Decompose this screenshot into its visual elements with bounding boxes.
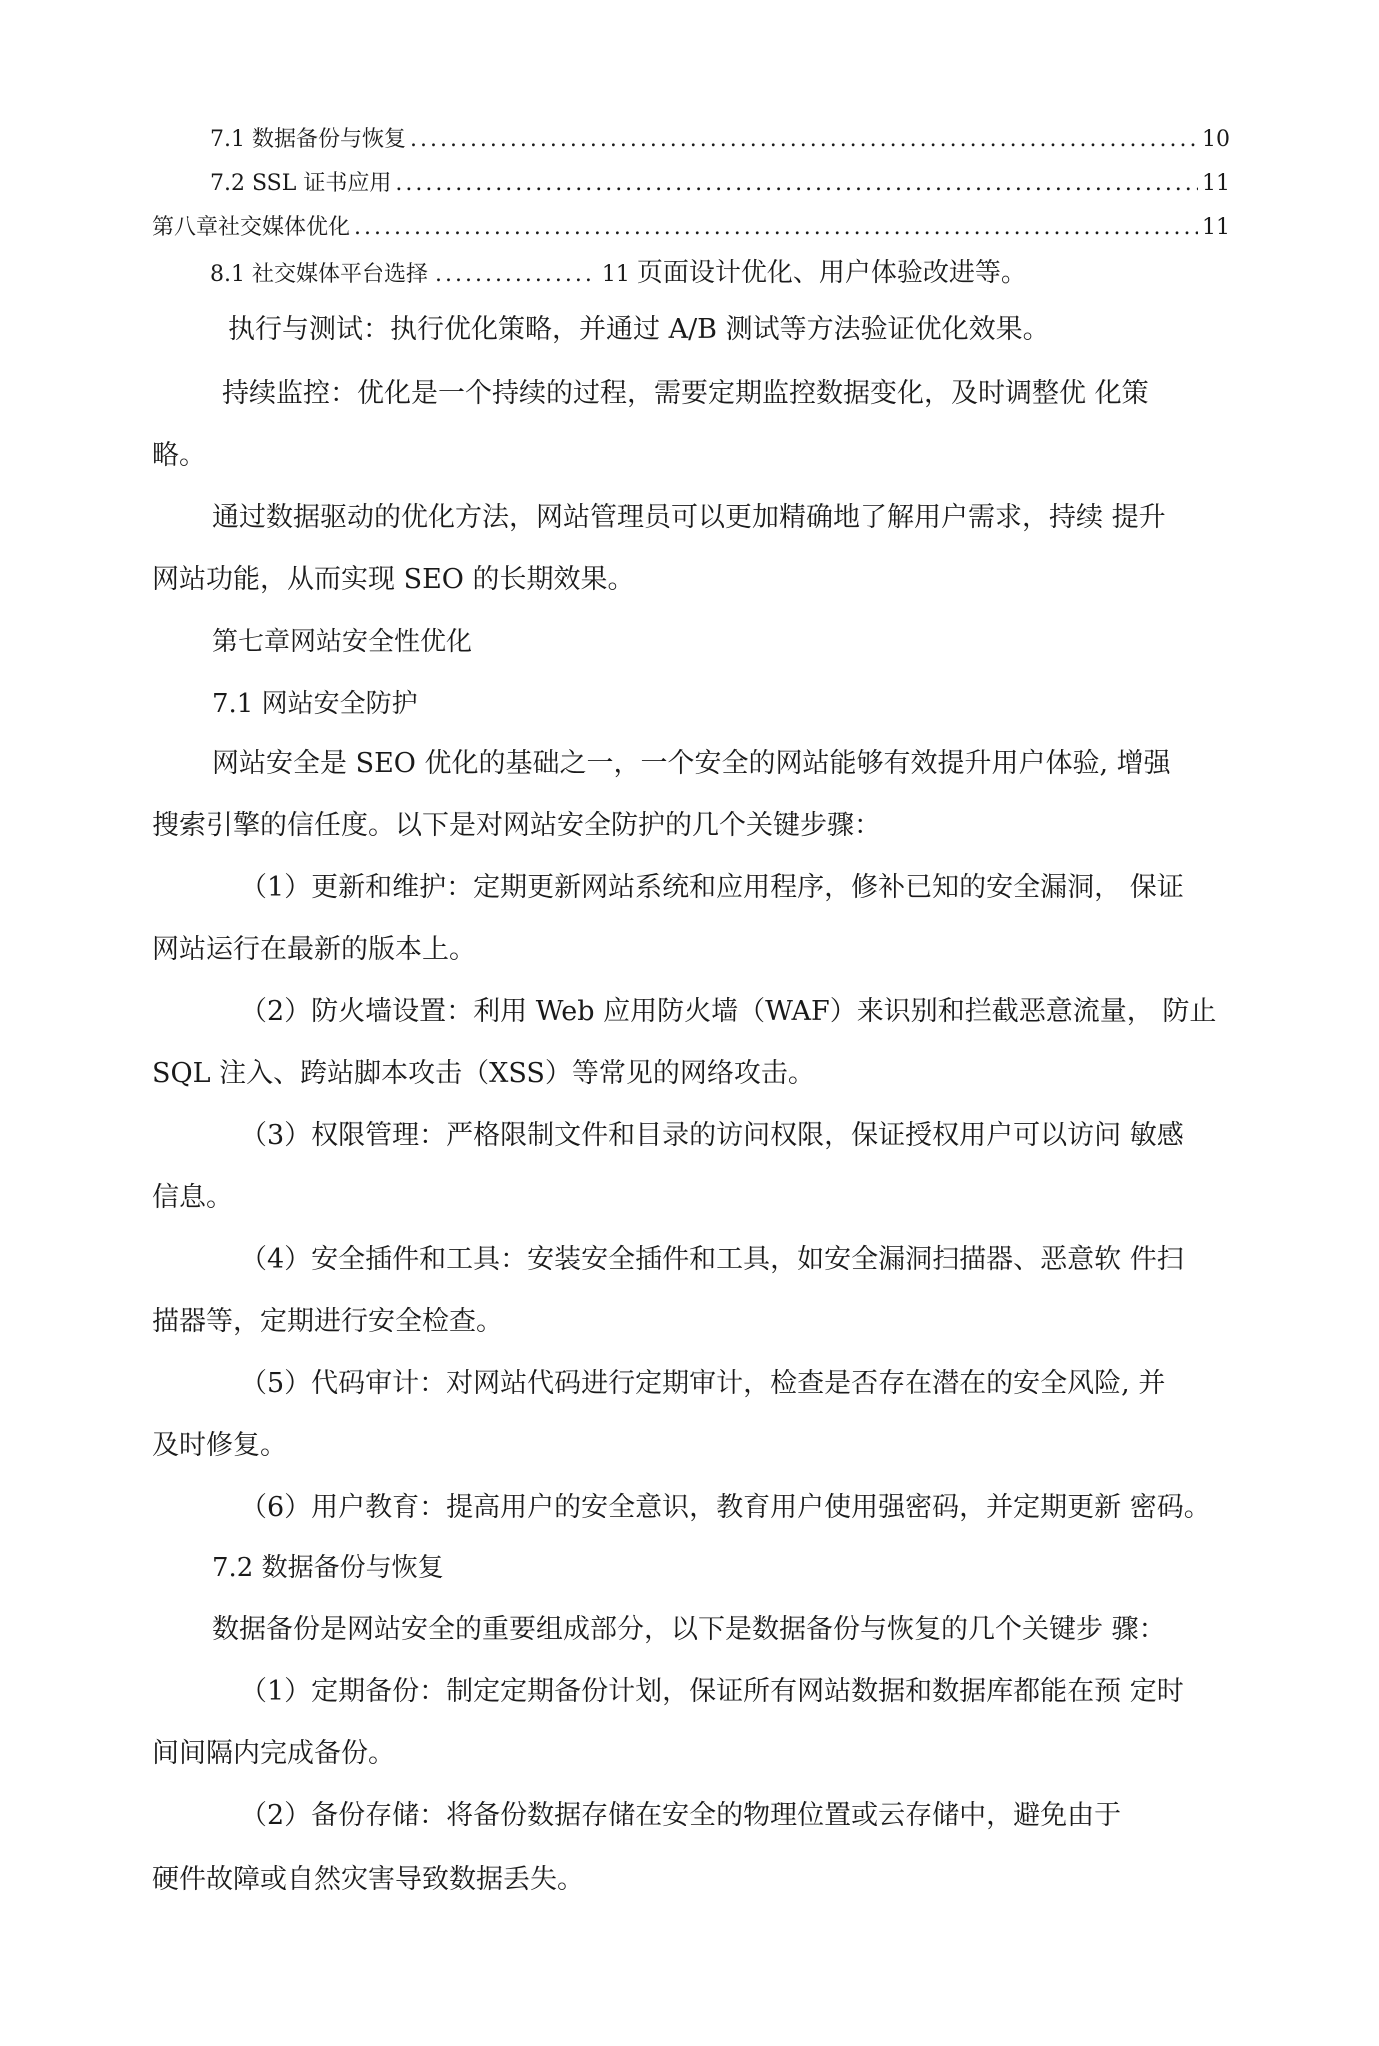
paragraph-monitor-cont: 略。 bbox=[152, 440, 206, 471]
chapter-7-title: 第七章网站安全性优化 bbox=[212, 627, 473, 657]
toc-leader-dots: ................ bbox=[434, 262, 595, 287]
toc-entry[interactable] bbox=[210, 169, 1230, 199]
list-item-2: （2）防火墙设置：利用 Web 应用防火墙（WAF）来识别和拦截恶意流量， 防止 bbox=[240, 996, 1217, 1027]
backup-item-2: （2）备份存储：将备份数据存储在安全的物理位置或云存储中，避免由于 bbox=[240, 1800, 1122, 1831]
backup-item-2-cont: 硬件故障或自然灾害导致数据丢失。 bbox=[152, 1864, 584, 1895]
toc-entry[interactable] bbox=[210, 125, 1230, 155]
toc-leader-dots bbox=[410, 125, 1198, 155]
toc-entry[interactable] bbox=[152, 213, 1230, 243]
paragraph-monitor: 持续监控：优化是一个持续的过程，需要定期监控数据变化，及时调整优 化策 bbox=[222, 378, 1149, 409]
toc-page-number: 11 bbox=[601, 262, 630, 287]
section-7-1-title: 7.1 网站安全防护 bbox=[212, 689, 418, 719]
list-item-1-cont: 网站运行在最新的版本上。 bbox=[152, 934, 476, 965]
toc-leader-dots bbox=[354, 213, 1198, 243]
paragraph-data-driven: 通过数据驱动的优化方法，网站管理员可以更加精确地了解用户需求，持续 提升 bbox=[212, 502, 1166, 533]
toc-entry[interactable] bbox=[210, 258, 1027, 290]
toc-page-number: 10 bbox=[1202, 127, 1230, 152]
paragraph-7-1-intro-cont: 搜索引擎的信任度。以下是对网站安全防护的几个关键步骤： bbox=[152, 810, 881, 841]
paragraph-7-2-intro: 数据备份是网站安全的重要组成部分，以下是数据备份与恢复的几个关键步 骤： bbox=[212, 1614, 1166, 1645]
paragraph-exec-test: 执行与测试：执行优化策略，并通过 A/B 测试等方法验证优化效果。 bbox=[228, 314, 1050, 345]
list-item-4: （4）安全插件和工具：安装安全插件和工具，如安全漏洞扫描器、恶意软 件扫 bbox=[240, 1244, 1184, 1275]
toc-leader-dots bbox=[395, 169, 1198, 199]
paragraph-data-driven-cont: 网站功能，从而实现 SEO 的长期效果。 bbox=[152, 564, 635, 595]
backup-item-1: （1）定期备份：制定定期备份计划，保证所有网站数据和数据库都能在预 定时 bbox=[240, 1676, 1184, 1707]
toc-trailing-text: 页面设计优化、用户体验改进等。 bbox=[636, 258, 1027, 288]
toc-entry-label: 8.1 社交媒体平台选择 bbox=[210, 262, 428, 287]
toc-page-number: 11 bbox=[1202, 215, 1230, 240]
toc-page-number: 11 bbox=[1202, 171, 1230, 196]
list-item-5: （5）代码审计：对网站代码进行定期审计，检查是否存在潜在的安全风险, 并 bbox=[240, 1368, 1166, 1399]
list-item-2-cont: SQL 注入、跨站脚本攻击（XSS）等常见的网络攻击。 bbox=[152, 1058, 815, 1089]
toc-entry-label: 第八章社交媒体优化 bbox=[152, 215, 351, 240]
list-item-6: （6）用户教育：提高用户的安全意识，教育用户使用强密码，并定期更新 密码。 bbox=[240, 1492, 1211, 1523]
list-item-4-cont: 描器等，定期进行安全检查。 bbox=[152, 1306, 503, 1337]
paragraph-7-1-intro: 网站安全是 SEO 优化的基础之一，一个安全的网站能够有效提升用户体验, 增强 bbox=[212, 748, 1171, 779]
backup-item-1-cont: 间间隔内完成备份。 bbox=[152, 1738, 395, 1769]
list-item-1: （1）更新和维护：定期更新网站系统和应用程序，修补已知的安全漏洞， 保证 bbox=[240, 872, 1184, 903]
list-item-3: （3）权限管理：严格限制文件和目录的访问权限，保证授权用户可以访问 敏感 bbox=[240, 1120, 1184, 1151]
list-item-5-cont: 及时修复。 bbox=[152, 1430, 287, 1461]
toc-entry-label: 7.2 SSL 证书应用 bbox=[210, 171, 392, 196]
section-7-2-title: 7.2 数据备份与恢复 bbox=[212, 1553, 444, 1583]
list-item-3-cont: 信息。 bbox=[152, 1182, 233, 1213]
toc-entry-label: 7.1 数据备份与恢复 bbox=[210, 127, 406, 152]
